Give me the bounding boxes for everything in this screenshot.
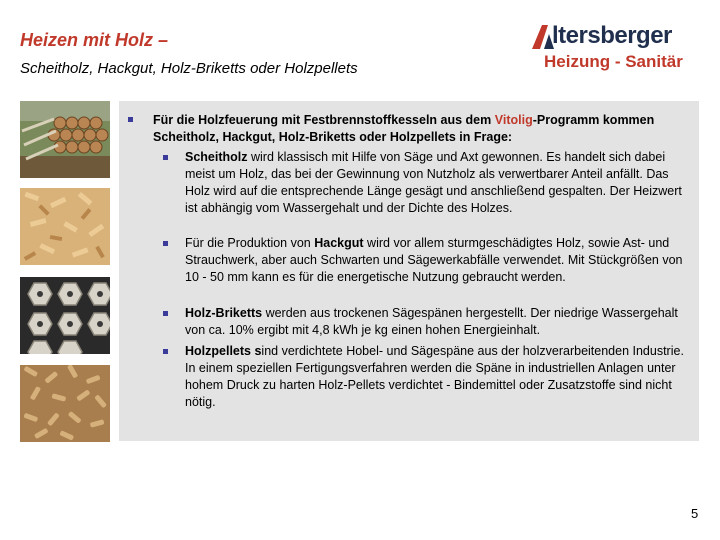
item-scheitholz: [185, 149, 690, 217]
item-hackgut-pre: Für die Produktion von: [185, 236, 315, 250]
item-hackgut-term: Hackgut: [314, 236, 364, 250]
item-briketts-text: werden aus trockenen Sägespänen hergestellt. Der niedrige Wassergehalt von ca. 10% ergibt mit 4,8 kWh je kg einen hohen Energieinhalt.: [185, 306, 678, 337]
lead-text-before: Für die Holzfeuerung mit Festbrennstoffkesseln aus dem: [153, 113, 495, 127]
item-scheitholz-text: wird klassisch mit Hilfe von Säge und Axt gewonnen. Es handelt sich dabei meist um Holz, das bei der Gewinnung von Nutzholz als verwertbarer Anteil anfällt. Das Holz wird auf die entsprechende Länge gesägt und anschließend gespalten. Der Heizwert ist abhängig vom Wassergehalt und der Dichte des Holzes.: [185, 150, 682, 215]
item-scheitholz-term: Scheitholz: [185, 150, 248, 164]
bullet-marker: [163, 241, 168, 246]
item-pellets-term: Holzpellets s: [185, 344, 262, 358]
bullet-marker: [163, 311, 168, 316]
company-logo: [530, 22, 705, 74]
wood-pellets-photo: [20, 365, 110, 442]
item-holzpellets: [185, 343, 690, 411]
item-hackgut-text: wird vor allem sturmgeschädigtes Holz, sowie Ast- und Strauchwerk, aber auch Schwarten und Sägewerkabfälle verwendet. Mit Stückgrößen von 10 - 50 mm kann es für die energetische Nutzung gebraucht werden.: [185, 236, 683, 284]
logo-tagline: Heizung - Sanitär: [544, 52, 683, 71]
bullet-marker: [163, 349, 168, 354]
bullet-marker: [128, 117, 133, 122]
slide-subtitle: Scheitholz, Hackgut, Holz-Briketts oder Holzpellets: [20, 60, 358, 77]
item-holz-briketts: [185, 305, 690, 339]
firewood-stack-photo: [20, 101, 110, 178]
bullet-marker: [163, 155, 168, 160]
wood-chips-photo: [20, 188, 110, 265]
item-briketts-term: Holz-Briketts: [185, 306, 263, 320]
lead-highlight-vitolig: Vitolig: [494, 113, 533, 127]
wood-briquettes-photo: [20, 277, 110, 354]
lead-paragraph: [153, 112, 683, 146]
lead-text-after: -Programm kommen Scheitholz, Hackgut, Holz-Briketts oder Holzpellets in Frage:: [153, 113, 655, 144]
item-hackgut: [185, 235, 690, 286]
logo-name: ltersberger: [552, 22, 672, 49]
slide-title: Heizen mit Holz –: [20, 30, 169, 50]
content-panel: [119, 101, 699, 441]
page-number: 5: [691, 506, 699, 521]
item-pellets-text: ind verdichtete Hobel- und Sägespäne aus der holzverarbeitenden Industrie. In einem speziellen Fertigungsverfahren werden die Späne in industriellen Anlagen unter hohem Druck zu harten Holz-Pellets verdichtet - Bindemittel oder Zusatzstoffe sind nicht nötig.: [185, 344, 684, 409]
